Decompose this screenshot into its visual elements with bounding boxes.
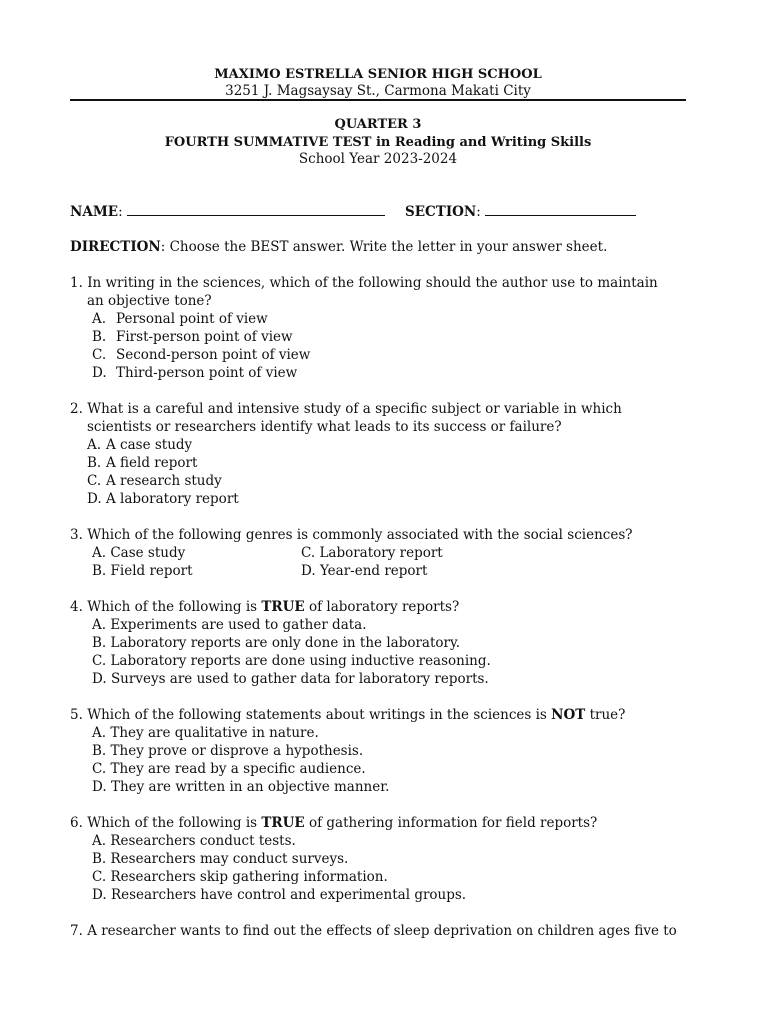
option-c: C. Researchers skip gathering information. xyxy=(92,869,388,885)
option-c: C. They are read by a specific audience. xyxy=(92,761,366,777)
option-b: B. They prove or disprove a hypothesis. xyxy=(92,743,364,759)
test-content xyxy=(70,202,690,940)
school-header xyxy=(70,66,686,100)
question-stem: 7. A researcher wants to find out the effects of sleep deprivation on children ages five to xyxy=(70,923,677,939)
question-3 xyxy=(70,526,690,580)
option-a: A. They are qualitative in nature. xyxy=(92,725,319,741)
option-d: D. Year-end report xyxy=(301,563,428,579)
school-address: 3251 J. Magsaysay St., Carmona Makati City xyxy=(225,83,531,99)
question-5 xyxy=(70,706,690,796)
question-stem: 1. In writing in the sciences, which of the following should the author use to maintain xyxy=(70,275,658,291)
option-b: B. First-person point of view xyxy=(92,329,293,345)
student-info-row xyxy=(70,202,690,220)
question-stem: 6. Which of the following is TRUE of gathering information for field reports? xyxy=(70,815,598,831)
option-d: D. A laboratory report xyxy=(87,491,239,507)
section-blank-line[interactable] xyxy=(485,202,636,216)
direction-label: DIRECTION xyxy=(70,239,161,255)
option-c: C. A research study xyxy=(87,473,222,489)
quarter-label: QUARTER 3 xyxy=(334,117,422,132)
school-name: MAXIMO ESTRELLA SENIOR HIGH SCHOOL xyxy=(214,67,542,82)
school-year: School Year 2023-2024 xyxy=(298,151,458,167)
question-stem: 2. What is a careful and intensive study of a specific subject or variable in which xyxy=(70,401,622,417)
option-a: A. A case study xyxy=(87,437,193,453)
name-field[interactable]: NAME: xyxy=(70,202,385,221)
option-b: B. A field report xyxy=(87,455,198,471)
option-d: D. Researchers have control and experimental groups. xyxy=(92,887,467,903)
option-b: B. Field report xyxy=(92,563,193,579)
question-7 xyxy=(70,922,690,940)
option-c: C. Laboratory report xyxy=(301,545,443,561)
option-d: D. Surveys are used to gather data for laboratory reports. xyxy=(92,671,489,687)
question-stem: 3. Which of the following genres is commonly associated with the social sciences? xyxy=(70,527,633,543)
question-1 xyxy=(70,274,690,382)
option-a: A. Case study xyxy=(92,545,186,561)
question-2 xyxy=(70,400,690,508)
question-4 xyxy=(70,598,690,688)
question-stem-continued: scientists or researchers identify what leads to its success or failure? xyxy=(87,419,562,435)
question-stem-continued: an objective tone? xyxy=(87,293,212,309)
option-a: A. Researchers conduct tests. xyxy=(92,833,296,849)
name-label: NAME xyxy=(70,204,119,220)
option-b: B. Laboratory reports are only done in the laboratory. xyxy=(92,635,461,651)
option-a: A. Personal point of view xyxy=(92,311,268,327)
options-grid xyxy=(70,544,690,580)
option-a: A. Experiments are used to gather data. xyxy=(92,617,367,633)
question-stem: 4. Which of the following is TRUE of laboratory reports? xyxy=(70,599,460,615)
direction xyxy=(70,238,690,256)
direction-text: : Choose the BEST answer. Write the letter in your answer sheet. xyxy=(160,239,608,255)
question-stem: 5. Which of the following statements about writings in the sciences is NOT true? xyxy=(70,707,626,723)
section-field[interactable]: SECTION: xyxy=(405,202,636,221)
option-c: C. Laboratory reports are done using inductive reasoning. xyxy=(92,653,491,669)
option-c: C. Second-person point of view xyxy=(92,347,311,363)
option-b: B. Researchers may conduct surveys. xyxy=(92,851,349,867)
name-blank-line[interactable] xyxy=(127,202,385,216)
test-title-block xyxy=(70,116,686,169)
test-title: FOURTH SUMMATIVE TEST in Reading and Writing Skills xyxy=(164,134,592,150)
section-label: SECTION xyxy=(405,204,477,220)
option-d: D. They are written in an objective manner. xyxy=(92,779,390,795)
header-divider xyxy=(70,99,686,101)
question-6 xyxy=(70,814,690,904)
option-d: D. Third-person point of view xyxy=(92,365,298,381)
